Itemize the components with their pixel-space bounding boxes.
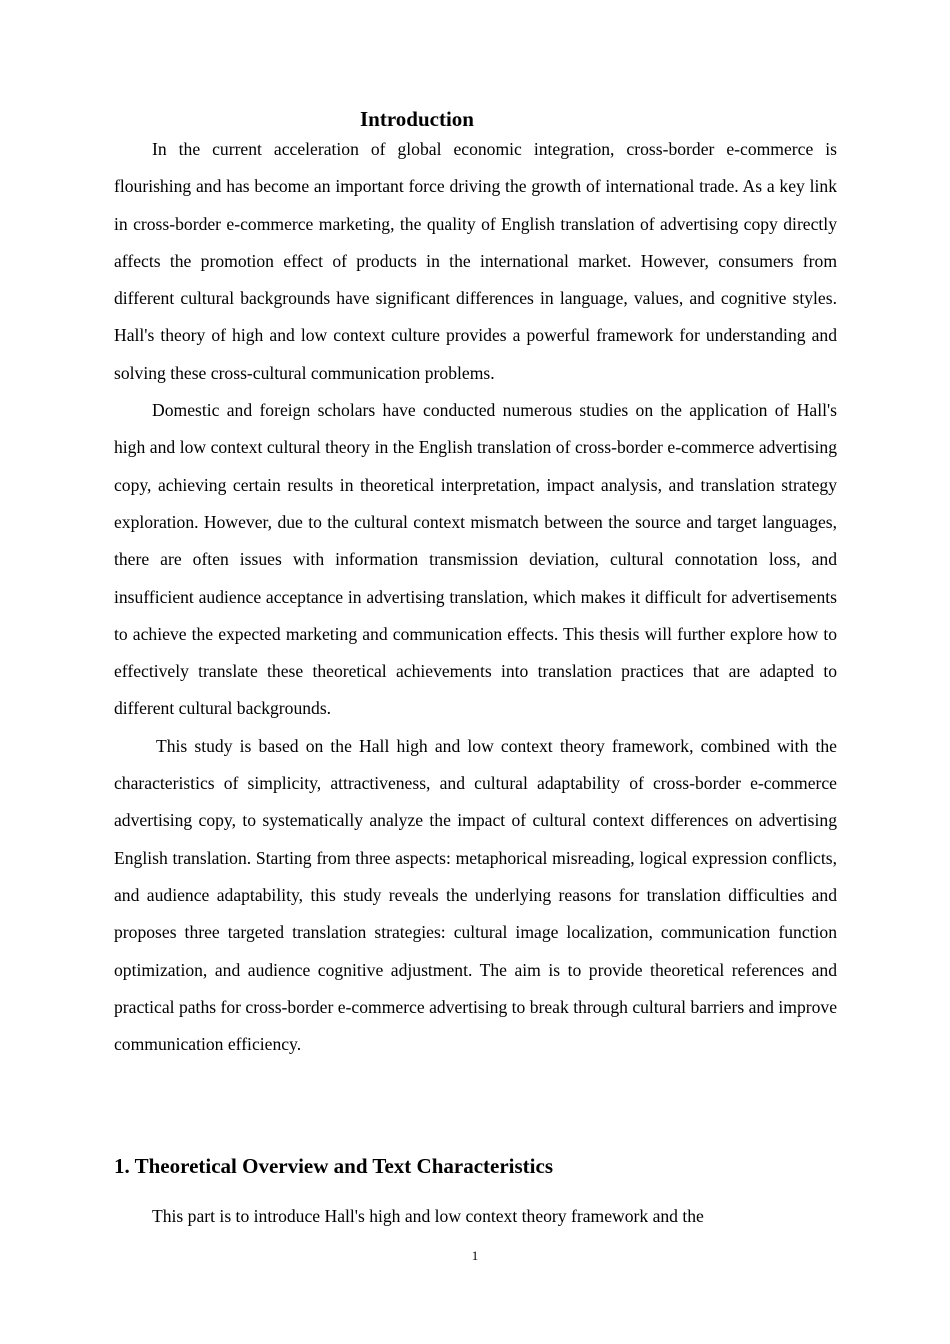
introduction-title: Introduction (360, 107, 474, 131)
introduction-paragraph-2: Domestic and foreign scholars have conducted numerous studies on the application of Hall's high and low context cultural theory in the English translation of cross-border e-commerce advertising copy, achieving certain results in theoretical interpretation, impact analysis, and translation strategy exploration. However, due to the cultural context mismatch between the source and target languages, there are often issues with information transmission deviation, cultural connotation loss, and insufficient audience acceptance in advertising translation, which makes it difficult for advertisements to achieve the expected marketing and communication effects. This thesis will further explore how to effectively translate these theoretical achievements into translation practices that are adapted to different cultural backgrounds. (114, 400, 837, 719)
section-1-heading: 1. Theoretical Overview and Text Characteristics (114, 1154, 553, 1178)
introduction-paragraph-1: In the current acceleration of global economic integration, cross-border e-commerce is flourishing and has become an important force driving the growth of international trade. As a key link in cross-border e-commerce marketing, the quality of English translation of advertising copy directly affects the promotion effect of products in the international market. However, consumers from different cultural backgrounds have significant differences in language, values, and cognitive styles. Hall's theory of high and low context culture provides a powerful framework for understanding and solving these cross-cultural communication problems. (114, 139, 837, 383)
introduction-paragraph-3: This study is based on the Hall high and low context theory framework, combined with the characteristics of simplicity, attractiveness, and cultural adaptability of cross-border e-commerce advertising copy, to systematically analyze the impact of cultural context differences on advertising English translation. Starting from three aspects: metaphorical misreading, logical expression conflicts, and audience adaptability, this study reveals the underlying reasons for translation difficulties and proposes three targeted translation strategies: cultural image localization, communication function optimization, and audience cognitive adjustment. The aim is to provide theoretical references and practical paths for cross-border e-commerce advertising to break through cultural barriers and improve communication efficiency. (114, 735, 838, 1055)
introduction-body (114, 131, 837, 1063)
section-1-paragraph: This part is to introduce Hall's high and low context theory framework and the (152, 1206, 704, 1226)
page-number: 1 (471, 1248, 479, 1263)
